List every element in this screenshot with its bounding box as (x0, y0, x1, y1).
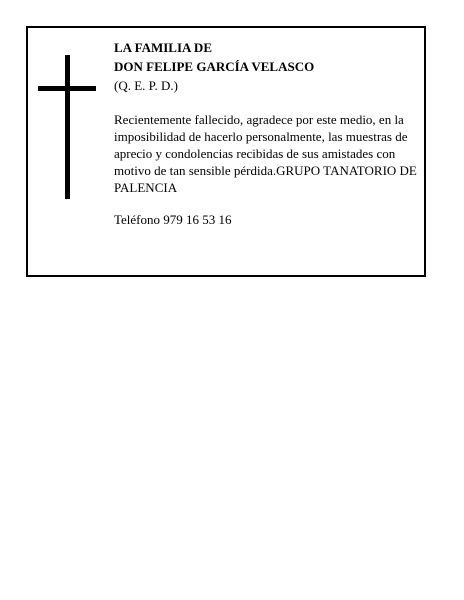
family-heading: LA FAMILIA DE (114, 40, 212, 55)
notice-text-block (114, 38, 420, 228)
obituary-notice-card (26, 26, 426, 277)
rest-in-peace-abbreviation: (Q. E. P. D.) (114, 78, 178, 93)
deceased-name: DON FELIPE GARCÍA VELASCO (114, 59, 315, 74)
cross-icon (38, 55, 96, 199)
acknowledgement-message: Recientemente fallecido, agradece por este medio, en la imposibilidad de hacerlo personalmente, las muestras de aprecio y condolencias recibidas de sus amistades con motivo de tan sensible pérdida.GRUPO TANATORIO DE PALENCIA (114, 112, 417, 195)
cross-horizontal-bar (38, 86, 96, 91)
contact-phone: Teléfono 979 16 53 16 (114, 212, 232, 227)
cross-vertical-bar (65, 55, 70, 199)
